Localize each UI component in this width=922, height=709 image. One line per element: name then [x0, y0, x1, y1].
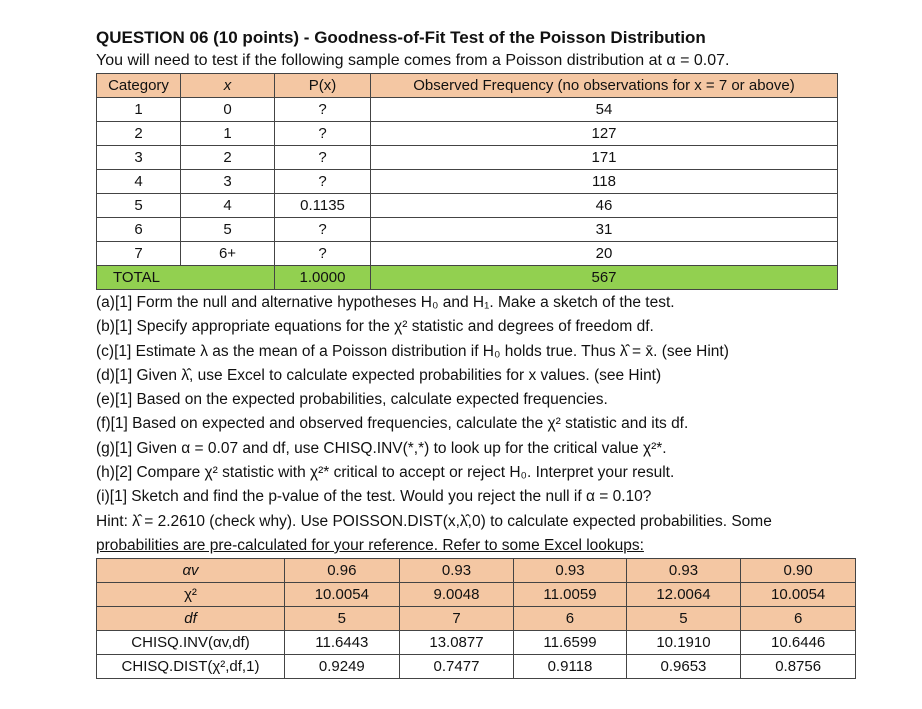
cell-observed: 20 [371, 242, 838, 266]
lookup-row-label: df [97, 607, 285, 631]
lookup-row-alpha [97, 559, 856, 583]
cell-category: 4 [97, 170, 181, 194]
table-row [97, 146, 838, 170]
cell-x: 4 [181, 194, 275, 218]
cell-px: ? [275, 146, 371, 170]
lookup-row-chisq [97, 583, 856, 607]
header-category: Category [97, 74, 181, 98]
cell-category: 7 [97, 242, 181, 266]
total-row [97, 266, 838, 290]
cell-category: 5 [97, 194, 181, 218]
lookup-cell: 12.0064 [626, 583, 741, 607]
header-x: x [181, 74, 275, 98]
lookup-cell: 5 [626, 607, 741, 631]
lookup-cell: 0.9118 [514, 655, 626, 679]
cell-px: ? [275, 242, 371, 266]
header-px: P(x) [275, 74, 371, 98]
cell-category: 1 [97, 98, 181, 122]
cell-px: ? [275, 218, 371, 242]
lookup-cell: 11.6443 [285, 631, 400, 655]
part-c: (c)[1] Estimate λ as the mean of a Poisson distribution if H₀ holds true. Thus λ̂ = x̄. (see Hint) [96, 342, 729, 360]
part-g: (g)[1] Given α = 0.07 and df, use CHISQ.INV(*,*) to look up for the critical value χ²*. [96, 439, 667, 457]
lookup-cell: 0.9653 [626, 655, 741, 679]
cell-x: 2 [181, 146, 275, 170]
table-row [97, 170, 838, 194]
lookup-row-label: CHISQ.INV(αv,df) [97, 631, 285, 655]
total-px: 1.0000 [275, 266, 371, 290]
lookup-cell: 0.93 [514, 559, 626, 583]
part-h: (h)[2] Compare χ² statistic with χ²* critical to accept or reject H₀. Interpret your result. [96, 464, 675, 482]
cell-observed: 118 [371, 170, 838, 194]
part-i: (i)[1] Sketch and find the p-value of the test. Would you reject the null if α = 0.10? [96, 488, 652, 506]
lookup-cell: 11.6599 [514, 631, 626, 655]
cell-observed: 31 [371, 218, 838, 242]
excel-lookup-table [96, 558, 856, 679]
lookup-cell: 6 [514, 607, 626, 631]
lookup-cell: 10.0054 [285, 583, 400, 607]
cell-x: 1 [181, 122, 275, 146]
table-row [97, 218, 838, 242]
table-row [97, 242, 838, 266]
part-d: (d)[1] Given λ̂, use Excel to calculate expected probabilities for x values. (see Hint) [96, 366, 662, 384]
lookup-cell: 7 [399, 607, 514, 631]
cell-observed: 127 [371, 122, 838, 146]
lookup-row-label: CHISQ.DIST(χ²,df,1) [97, 655, 285, 679]
question-document [96, 26, 862, 679]
lookup-cell: 10.6446 [741, 631, 856, 655]
part-a: (a)[1] Form the null and alternative hypotheses H₀ and H₁. Make a sketch of the test. [96, 294, 675, 311]
part-b: (b)[1] Specify appropriate equations for the χ² statistic and degrees of freedom df. [96, 318, 654, 336]
lookup-cell: 6 [741, 607, 856, 631]
lookup-cell: 0.90 [741, 559, 856, 583]
lookup-cell: 10.1910 [626, 631, 741, 655]
cell-observed: 54 [371, 98, 838, 122]
part-e: (e)[1] Based on the expected probabilities, calculate expected frequencies. [96, 391, 608, 409]
cell-px: ? [275, 98, 371, 122]
question-parts [96, 291, 862, 558]
lookup-cell: 0.8756 [741, 655, 856, 679]
cell-px: 0.1135 [275, 194, 371, 218]
total-label: TOTAL [97, 266, 275, 290]
table-row [97, 98, 838, 122]
cell-px: ? [275, 170, 371, 194]
lookup-cell: 0.96 [285, 559, 400, 583]
lookup-row-label: χ² [97, 583, 285, 607]
lookup-cell: 0.7477 [399, 655, 514, 679]
cell-category: 2 [97, 122, 181, 146]
lookup-cell: 10.0054 [741, 583, 856, 607]
cell-x: 6+ [181, 242, 275, 266]
total-observed: 567 [371, 266, 838, 290]
lookup-cell: 13.0877 [399, 631, 514, 655]
cell-category: 6 [97, 218, 181, 242]
cell-x: 3 [181, 170, 275, 194]
lookup-cell: 5 [285, 607, 400, 631]
cell-x: 0 [181, 98, 275, 122]
lookup-cell: 11.0059 [514, 583, 626, 607]
lookup-cell: 9.0048 [399, 583, 514, 607]
lookup-row-df [97, 607, 856, 631]
lookup-cell: 0.93 [626, 559, 741, 583]
lookup-row-label: αv [97, 559, 285, 583]
lookup-row-chisq-inv [97, 631, 856, 655]
cell-category: 3 [97, 146, 181, 170]
question-title: QUESTION 06 (10 points) - Goodness-of-Fit Test of the Poisson Distribution [96, 28, 706, 47]
table-row [97, 122, 838, 146]
hint-line-1: Hint: λ̂ = 2.2610 (check why). Use POISSON.DIST(x,λ̂,0) to calculate expected probabilities. Some [96, 512, 772, 530]
question-intro: You will need to test if the following sample comes from a Poisson distribution at α = 0.07. [96, 52, 730, 69]
cell-px: ? [275, 122, 371, 146]
lookup-cell: 0.93 [399, 559, 514, 583]
table-row [97, 194, 838, 218]
frequency-table [96, 73, 838, 290]
cell-observed: 171 [371, 146, 838, 170]
lookup-row-chisq-dist [97, 655, 856, 679]
hint-line-2: probabilities are pre-calculated for your reference. Refer to some Excel lookups: [96, 536, 644, 554]
part-f: (f)[1] Based on expected and observed frequencies, calculate the χ² statistic and its df. [96, 415, 689, 433]
frequency-table-header [97, 74, 838, 98]
lookup-cell: 0.9249 [285, 655, 400, 679]
cell-observed: 46 [371, 194, 838, 218]
header-observed: Observed Frequency (no observations for x = 7 or above) [371, 74, 838, 98]
cell-x: 5 [181, 218, 275, 242]
